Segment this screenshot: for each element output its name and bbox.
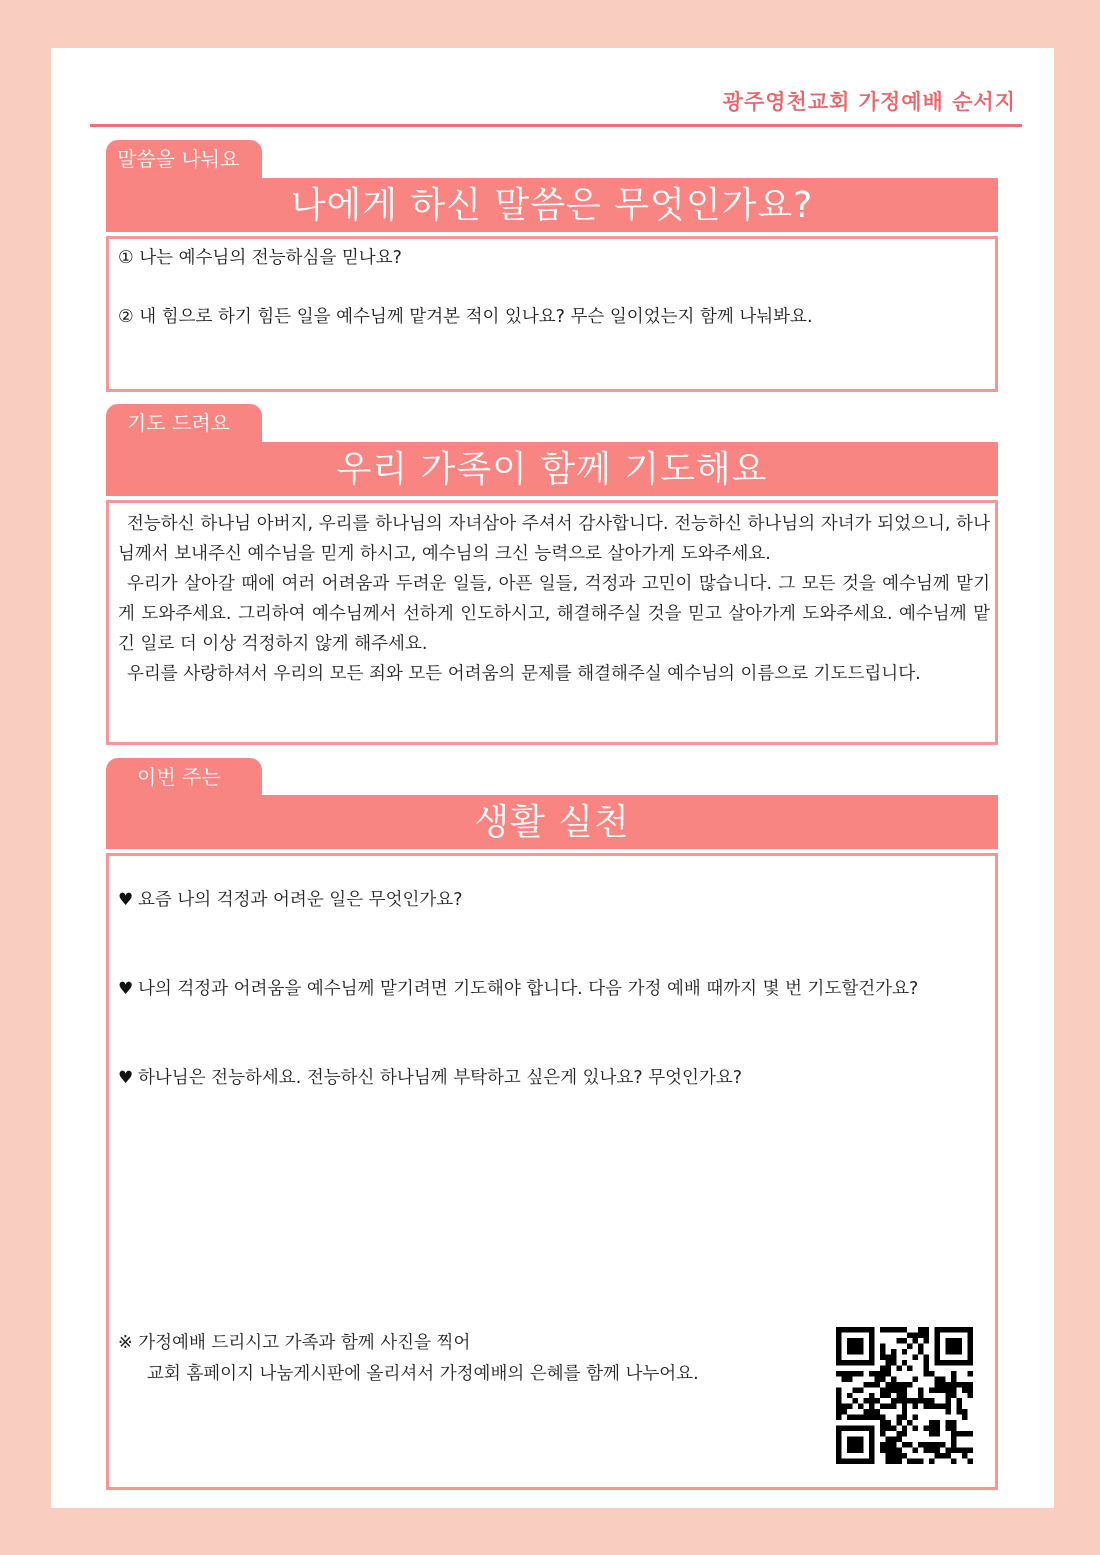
practice-item [118,886,463,911]
practice-item-text: 하나님은 전능하세요. 전능하신 하나님께 부탁하고 싶은게 있나요? 무엇인가요? [138,1068,743,1088]
section-word-sharing [106,140,998,394]
prayer-text [118,509,990,689]
qr-code-icon[interactable] [836,1327,973,1464]
prayer-paragraph: 우리를 사랑하셔서 우리의 모든 죄와 모든 어려움의 문제를 해결해주실 예수님의 이름으로 기도드립니다. [127,664,921,684]
banner-prayer: 우리 가족이 함께 기도해요 [106,442,998,496]
practice-item [118,1064,742,1089]
practice-item-text: 나의 걱정과 어려움을 예수님께 맡기려면 기도해야 합니다. 다음 가정 예배 때까지 몇 번 기도할건가요? [138,979,919,999]
tab-prayer: 기도 드려요 [106,404,262,442]
banner-word-question: 나에게 하신 말씀은 무엇인가요? [106,178,998,232]
practice-box [106,853,998,1490]
note-line-1: 가정예배 드리시고 가족과 함께 사진을 찍어 [138,1333,471,1353]
header-divider [90,124,1022,127]
question-2: ② 내 힘으로 하기 힘든 일을 예수님께 맡겨본 적이 있나요? 무슨 일이었는지 함께 나눠봐요. [118,307,813,327]
photo-note [118,1328,699,1390]
prayer-paragraph: 전능하신 하나님 아버지, 우리를 하나님의 자녀삼아 주셔서 감사합니다. 전능하신 하나님의 자녀가 되었으니, 하나님께서 보내주신 예수님을 믿게 하시고, 예수님의 크신 능력으로 살아가게 도와주세요. [118,514,990,564]
practice-item-text: 요즘 나의 걱정과 어려운 일은 무엇인가요? [138,890,463,910]
practice-item [118,975,918,1000]
tab-word-sharing: 말씀을 나눠요 [106,140,262,178]
heart-icon: ♥ [118,979,134,999]
note-line-2: 교회 홈페이지 나눔게시판에 올리셔서 가정예배의 은혜를 함께 나누어요. [147,1364,699,1384]
tab-this-week: 이번 주는 [106,758,262,796]
question-box [106,236,998,392]
banner-practice: 생활 실천 [106,795,998,849]
question-1: ① 나는 예수님의 전능하심을 믿나요? [118,248,402,268]
heart-icon: ♥ [118,1068,134,1088]
section-practice [106,758,998,1490]
heart-icon: ♥ [118,890,134,910]
prayer-paragraph: 우리가 살아갈 때에 여러 어려움과 두려운 일들, 아픈 일들, 걱정과 고민이 많습니다. 그 모든 것을 예수님께 맡기게 도와주세요. 그리하여 예수님께서 선하게 인도하시고, 해결해주실 것을 믿고 살아가게 도와주세요. 예수님께 맡긴 일로 더 이상 걱정하지 않게 해주세요. [118,574,990,654]
prayer-box [106,500,998,745]
worship-sheet [51,48,1054,1508]
sheet-title: 광주영천교회 가정예배 순서지 [722,90,1016,114]
section-prayer [106,404,998,746]
note-mark: ※ [118,1333,133,1353]
